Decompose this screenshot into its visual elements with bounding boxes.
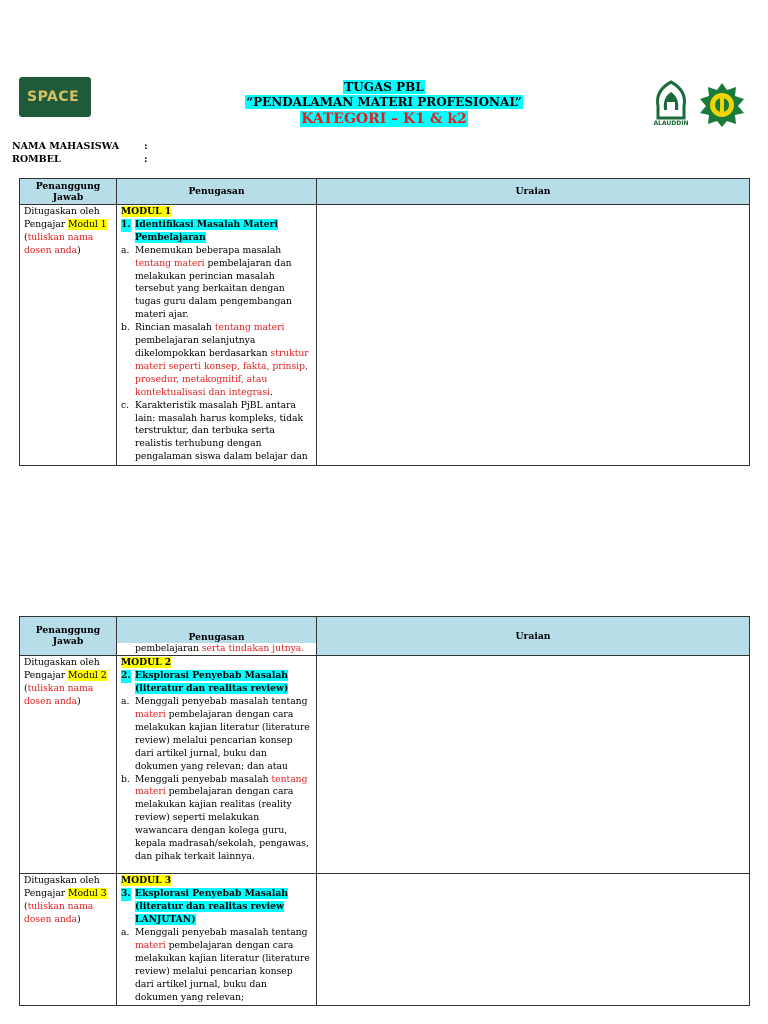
space-logo-text: SPACE (27, 89, 80, 105)
mosque-logo-icon (648, 80, 694, 122)
penugasan-cell-modul3: MODUL 3 3. Eksplorasi Penyebab Masalah (literatur dan realitas review LANJUTAN) a. Menggali penyebab masalah tentang materi pembelajaran dengan cara melakukan kajian literatur (literature review) melalui pencarian konsep dari artikel jurnal, buku dan dokumen yang relevan; (117, 874, 317, 1006)
header-penanggung-jawab: Penanggung Jawab (20, 179, 117, 205)
modul-highlight: Modul 3 (68, 888, 107, 900)
penanggung-jawab-cell: Ditugaskan oleh Pengajar Modul 1 (tuliskan nama dosen anda) (20, 205, 117, 466)
uraian-cell[interactable] (317, 205, 750, 466)
penanggung-jawab-cell-modul2: Ditugaskan oleh Pengajar Modul 2 (tuliskan nama dosen anda) (20, 656, 117, 874)
header-uraian: Uraian (317, 179, 750, 205)
modul-label: MODUL 3 (121, 875, 172, 887)
kemenag-emblem-icon (698, 82, 746, 128)
header-penugasan: Penugasan (117, 617, 317, 643)
rombel-colon: : (144, 154, 148, 165)
uraian-cell-modul3[interactable] (317, 874, 750, 1006)
header-penanggung-jawab: Penanggung Jawab (20, 617, 117, 656)
alauddin-caption: ALAUDDIN (653, 120, 689, 127)
nama-mahasiswa-label: NAMA MAHASISWA (12, 141, 120, 152)
task-heading: Identifikasi Masalah Materi Pembelajaran (135, 218, 278, 243)
nama-colon: : (144, 141, 148, 152)
uraian-cell-modul2[interactable] (317, 656, 750, 874)
header-uraian: Uraian (317, 617, 750, 656)
modul-highlight: Modul 1 (68, 218, 107, 230)
modul-highlight: Modul 2 (68, 670, 107, 682)
task-heading: Eksplorasi Penyebab Masalah (literatur dan realitas review LANJUTAN) (135, 888, 288, 926)
doc-title-1: TUGAS PBL (344, 80, 424, 94)
tugas-table-page2 (19, 616, 750, 1006)
penugasan-cell-modul2: MODUL 2 2. Eksplorasi Penyebab Masalah (literatur dan realitas review) a. Menggali penyebab masalah tentang materi pembelajaran dengan cara melakukan kajian literatur (literature review) melalui pencarian konsep dari artikel jurnal, buku dan dokumen yang relevan; dan atau b. Menggali penyebab masalah tentang materi pembelajaran dengan cara melakukan kajian realitas (reality review) seperti melakukan wawancara dengan kolega guru, kepala madrasah/sekolah, pengawas, dan pihak terkait lainnya. (117, 656, 317, 874)
penugasan-cell: MODUL 1 1. Identifikasi Masalah Materi Pembelajaran a. Menemukan beberapa masalah tentang materi pembelajaran dan melakukan perincian masalah tersebut yang berkaitan dengan tugas guru dalam pengembangan materi ajar. b. Rincian masalah tentang materi pembelajaran selanjutnya dikelompokkan berdasarkan struktur materi seperti konsep, fakta, prinsip, prosedur, metakognitif, atau kontektualisasi dan integrasi. c. Karakteristik masalah PjBL antara lain: masalah harus kompleks, tidak terstruktur, dan terbuka serta realistis terhubung dengan pengalaman siswa dalam belajar dan (117, 205, 317, 466)
doc-title-3: KATEGORI – K1 & k2 (301, 111, 467, 127)
kemenag-logo (698, 82, 746, 128)
rombel-label: ROMBEL (12, 154, 61, 165)
modul-label: MODUL 2 (121, 657, 172, 669)
modul-label: MODUL 1 (121, 206, 172, 217)
task-heading: Eksplorasi Penyebab Masalah (literatur dan realitas review) (135, 670, 289, 695)
penanggung-jawab-cell-modul3: Ditugaskan oleh Pengajar Modul 3 (tuliskan nama dosen anda) (20, 874, 117, 1006)
continued-text-cell: pembelajaran serta tindakan jutnya. (117, 643, 317, 656)
tugas-table-page1 (19, 178, 750, 466)
header-penugasan: Penugasan (117, 179, 317, 205)
uin-alauddin-logo (648, 80, 694, 130)
doc-title-2: “PENDALAMAN MATERI PROFESIONAL” (246, 95, 522, 109)
